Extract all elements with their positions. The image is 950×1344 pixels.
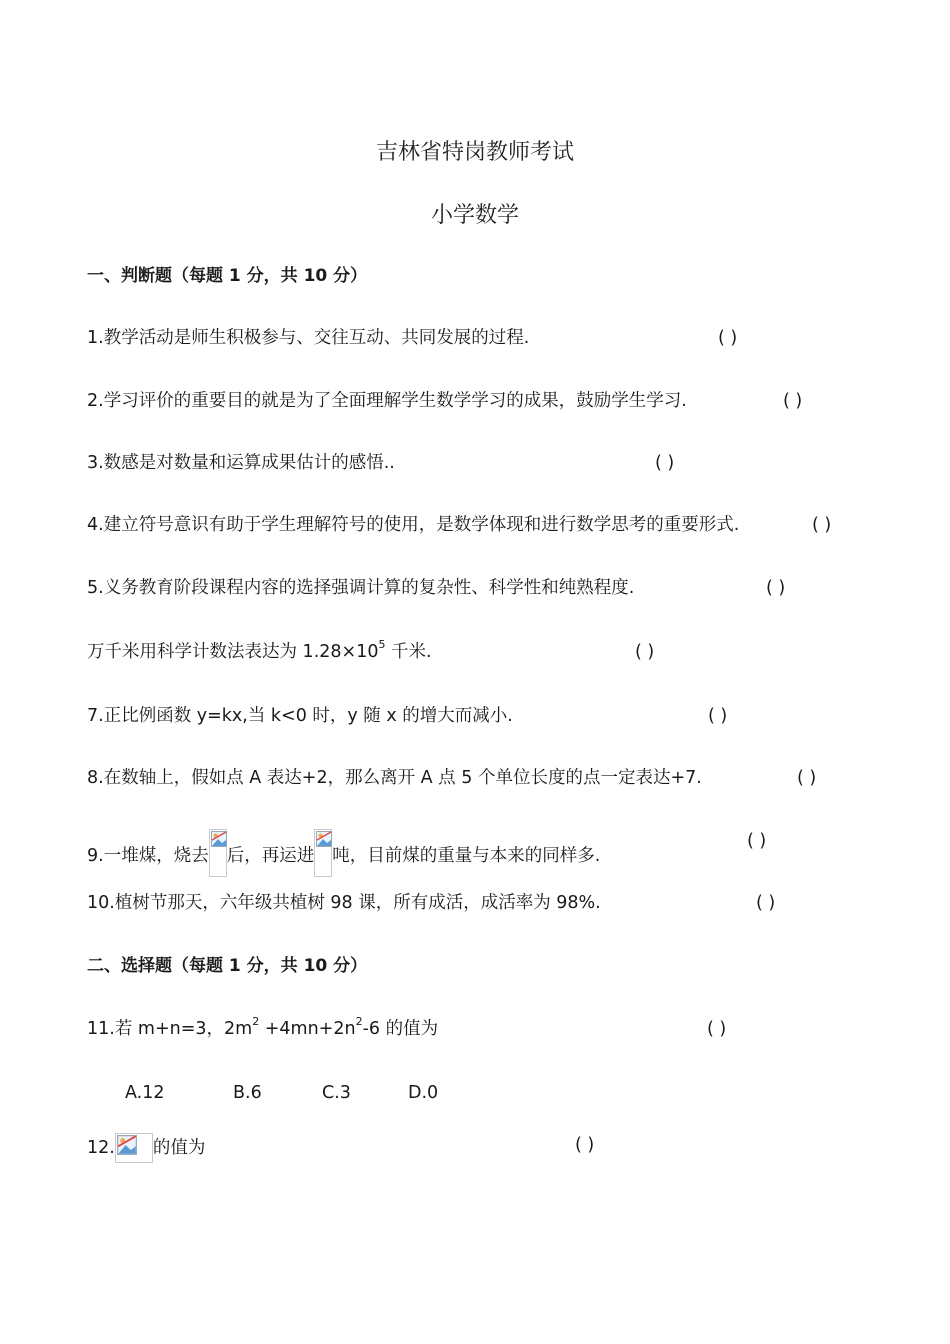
question-11-part-c: -6 的值为 bbox=[362, 1019, 439, 1039]
answer-paren-8[interactable]: ( ) bbox=[797, 768, 817, 788]
section1-heading: 一、判断题（每题 1 分，共 10 分） bbox=[87, 266, 368, 286]
question-7: 7.正比例函数 y=kx,当 k<0 时，y 随 x 的增大而减小. bbox=[87, 706, 513, 726]
question-11-exponent-1: 2 bbox=[252, 1015, 260, 1029]
question-3: 3.数感是对数量和运算成果估计的感悟.. bbox=[87, 453, 395, 473]
answer-paren-7[interactable]: ( ) bbox=[708, 706, 728, 726]
question-12-part-a: 12. bbox=[87, 1138, 115, 1158]
option-a[interactable]: A.12 bbox=[125, 1083, 165, 1103]
answer-paren-12[interactable]: ( ) bbox=[575, 1135, 595, 1155]
question-12 bbox=[87, 1133, 205, 1163]
question-9 bbox=[87, 829, 600, 877]
question-9-part-a: 9.一堆煤，烧去 bbox=[87, 846, 209, 866]
question-6 bbox=[87, 640, 432, 664]
option-c[interactable]: C.3 bbox=[322, 1083, 351, 1103]
question-11-part-a: 11.若 m+n=3，2m bbox=[87, 1019, 253, 1039]
answer-paren-9[interactable]: ( ) bbox=[747, 831, 767, 851]
question-11-exponent-2: 2 bbox=[355, 1015, 363, 1029]
question-6-unit: 千米. bbox=[385, 642, 432, 662]
answer-paren-10[interactable]: ( ) bbox=[756, 893, 776, 913]
question-11 bbox=[87, 1017, 438, 1041]
page-title: 吉林省特岗教师考试 bbox=[375, 140, 574, 165]
option-d[interactable]: D.0 bbox=[408, 1083, 439, 1103]
page-subtitle: 小学数学 bbox=[430, 203, 519, 228]
question-6-text: 万千米用科学计数法表达为 1.28×10 bbox=[87, 642, 379, 662]
question-5: 5.义务教育阶段课程内容的选择强调计算的复杂性、科学性和纯熟程度. bbox=[87, 578, 635, 598]
answer-paren-11[interactable]: ( ) bbox=[707, 1019, 727, 1039]
answer-paren-4[interactable]: ( ) bbox=[812, 515, 832, 535]
question-9-part-b: 后，再运进 bbox=[226, 846, 315, 866]
broken-image-icon bbox=[115, 1133, 153, 1163]
question-12-part-b: 的值为 bbox=[152, 1138, 206, 1158]
question-9-part-c: 吨，目前煤的重量与本来的同样多. bbox=[332, 846, 601, 866]
question-10: 10.植树节那天，六年级共植树 98 课，所有成活，成活率为 98%. bbox=[87, 893, 601, 913]
broken-image-icon bbox=[209, 829, 227, 877]
question-8: 8.在数轴上，假如点 A 表达+2，那么离开 A 点 5 个单位长度的点一定表达+7. bbox=[87, 768, 702, 788]
answer-paren-5[interactable]: ( ) bbox=[766, 578, 786, 598]
question-2: 2.学习评价的重要目的就是为了全面理解学生数学学习的成果，鼓励学生学习. bbox=[87, 391, 687, 411]
answer-paren-1[interactable]: ( ) bbox=[718, 328, 738, 348]
section2-heading: 二、选择题（每题 1 分，共 10 分） bbox=[87, 956, 368, 976]
answer-paren-3[interactable]: ( ) bbox=[655, 453, 675, 473]
answer-paren-2[interactable]: ( ) bbox=[783, 391, 803, 411]
question-6-exponent: 5 bbox=[378, 638, 386, 652]
question-1: 1.教学活动是师生积极参与、交往互动、共同发展的过程. bbox=[87, 328, 530, 348]
question-4: 4.建立符号意识有助于学生理解符号的使用，是数学体现和进行数学思考的重要形式. bbox=[87, 515, 740, 535]
answer-paren-6[interactable]: ( ) bbox=[635, 642, 655, 662]
question-11-part-b: +4mn+2n bbox=[259, 1019, 356, 1039]
option-b[interactable]: B.6 bbox=[233, 1083, 262, 1103]
broken-image-icon bbox=[314, 829, 332, 877]
